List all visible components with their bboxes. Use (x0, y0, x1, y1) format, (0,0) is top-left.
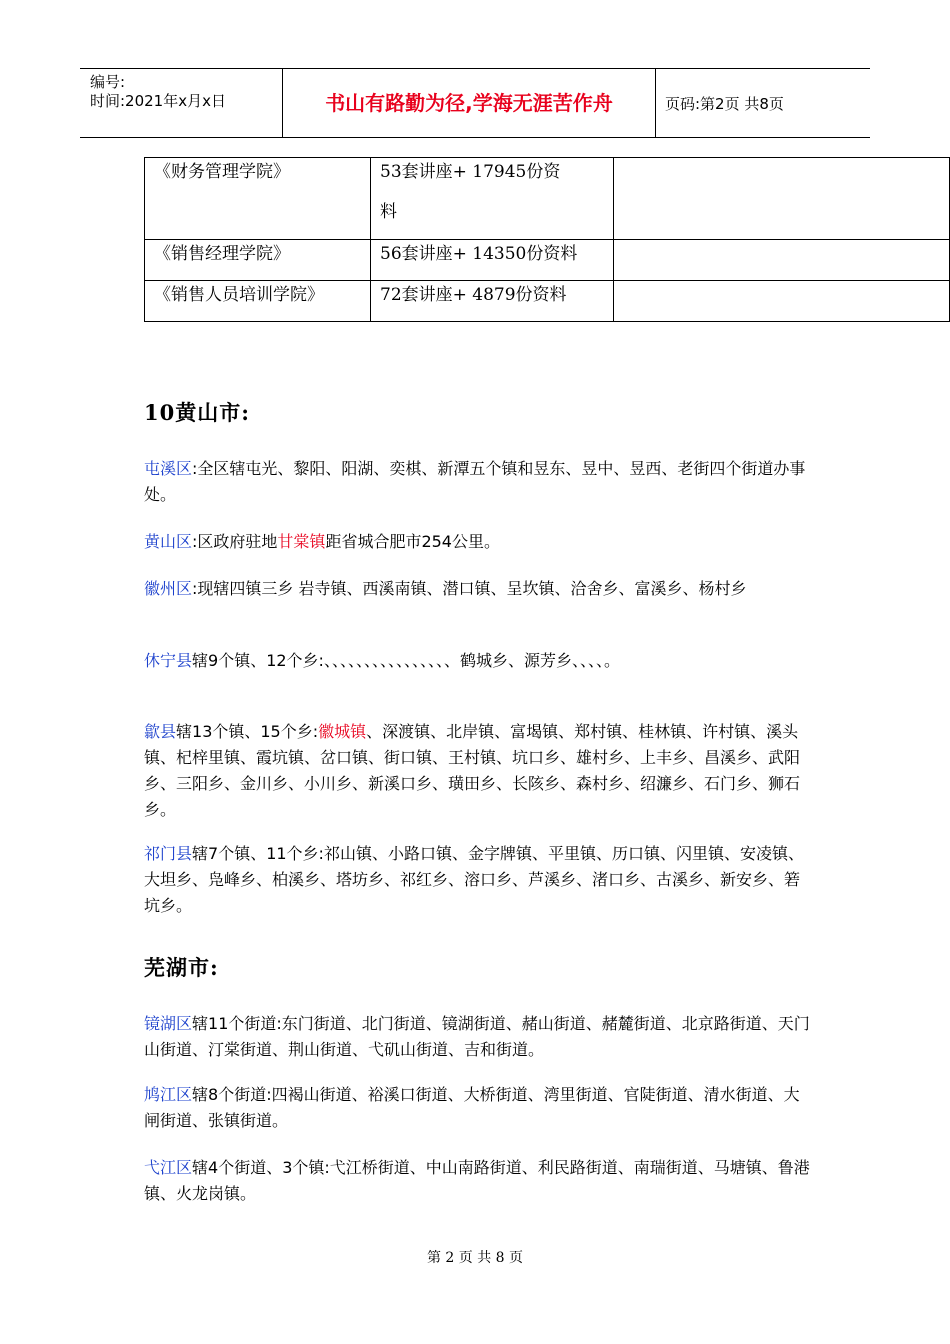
district-name: 鸠江区 (144, 1085, 193, 1104)
paragraph-tunxi (144, 456, 814, 508)
district-text: :全区辖屯光、黎阳、阳湖、奕棋、新潭五个镇和昱东、昱中、昱西、老街四个街道办事处。 (144, 459, 806, 504)
table-row (145, 281, 950, 322)
district-text: :现辖四镇三乡 岩寺镇、西溪南镇、潜口镇、呈坎镇、洽舍乡、富溪乡、杨村乡 (192, 579, 747, 598)
town-highlight: 甘棠镇 (277, 532, 326, 551)
section-title-huangshan: 10黄山市: (144, 400, 250, 425)
page-footer: 第 2 页 共 8 页 (426, 1250, 524, 1266)
resource-table (144, 157, 950, 322)
district-name: 黄山区 (144, 532, 193, 551)
district-text: 辖4个街道、3个镇:弋江桥街道、中山南路街道、利民路街道、南瑞街道、马塘镇、鲁港镇、火龙岗镇。 (144, 1158, 810, 1203)
table-cell-detail: 56套讲座+ 14350份资料 (371, 240, 614, 281)
district-text: 辖8个街道:四褐山街道、裕溪口街道、大桥街道、湾里街道、官陡街道、清水街道、大闸街道、张镇街道。 (144, 1085, 800, 1130)
header-page-label: 页码:第2页 共8页 (665, 95, 784, 113)
table-cell-extra (614, 240, 950, 281)
paragraph-jiujiang (144, 1082, 814, 1134)
table-cell-detail: 72套讲座+ 4879份资料 (371, 281, 614, 322)
paragraph-qimen (144, 841, 814, 919)
header-motto: 书山有路勤为径,学海无涯苦作舟 (283, 69, 656, 137)
district-text: 距省城合肥市254公里。 (325, 532, 500, 551)
header-time-label: 时间:2021年x月x日 (90, 92, 226, 110)
table-cell-detail-line: 料 (380, 202, 397, 222)
table-cell-name: 《销售经理学院》 (145, 240, 371, 281)
district-name: 祁门县 (144, 844, 193, 863)
paragraph-huangshan-district (144, 529, 814, 555)
district-name: 弋江区 (144, 1158, 193, 1177)
district-name: 屯溪区 (144, 459, 193, 478)
paragraph-xiuning (144, 648, 814, 674)
table-cell-name: 《财务管理学院》 (145, 158, 371, 240)
table-cell-extra (614, 158, 950, 240)
district-text: 辖11个街道:东门街道、北门街道、镜湖街道、赭山街道、赭麓街道、北京路街道、天门山街道、汀棠街道、荆山街道、弋矶山街道、吉和街道。 (144, 1014, 810, 1059)
district-text: 、深渡镇、北岸镇、富堨镇、郑村镇、桂林镇、许村镇、溪头镇、杞梓里镇、霞坑镇、岔口镇、街口镇、王村镇、坑口乡、雄村乡、上丰乡、昌溪乡、武阳乡、三阳乡、金川乡、小川乡、新溪口乡、璜田乡、长陔乡、森村乡、绍濂乡、石门乡、狮石乡。 (144, 722, 801, 819)
header-meta (80, 69, 283, 137)
paragraph-jinghu (144, 1011, 814, 1063)
table-row (145, 158, 950, 240)
table-cell-name: 《销售人员培训学院》 (145, 281, 371, 322)
district-text: 辖7个镇、11个乡:祁山镇、小路口镇、金字牌镇、平里镇、历口镇、闪里镇、安凌镇、大坦乡、凫峰乡、柏溪乡、塔坊乡、祁红乡、溶口乡、芦溪乡、渚口乡、古溪乡、新安乡、箬坑乡。 (144, 844, 804, 915)
district-name: 休宁县 (144, 651, 193, 670)
district-name: 镜湖区 (144, 1014, 193, 1033)
paragraph-shexian (144, 719, 814, 823)
district-text-pre: 辖13个镇、15个乡: (176, 722, 319, 741)
table-cell-detail (371, 158, 614, 240)
table-cell-extra (614, 281, 950, 322)
district-text-pre: :区政府驻地 (192, 532, 278, 551)
table-row (145, 240, 950, 281)
table-cell-detail-line: 53套讲座+ 17945份资 (380, 162, 561, 182)
paragraph-yijiang (144, 1155, 814, 1207)
town-highlight: 徽城镇 (318, 722, 367, 741)
district-name: 徽州区 (144, 579, 193, 598)
district-text: 辖9个镇、12个乡:、、、、、、、、、、、、、、、、鹤城乡、源芳乡、、、、。 (192, 651, 620, 670)
page-header (80, 68, 870, 138)
paragraph-huizhou (144, 576, 814, 602)
header-number-label: 编号: (90, 73, 126, 91)
section-title-wuhu: 芜湖市: (144, 955, 219, 980)
district-name: 歙县 (144, 722, 177, 741)
